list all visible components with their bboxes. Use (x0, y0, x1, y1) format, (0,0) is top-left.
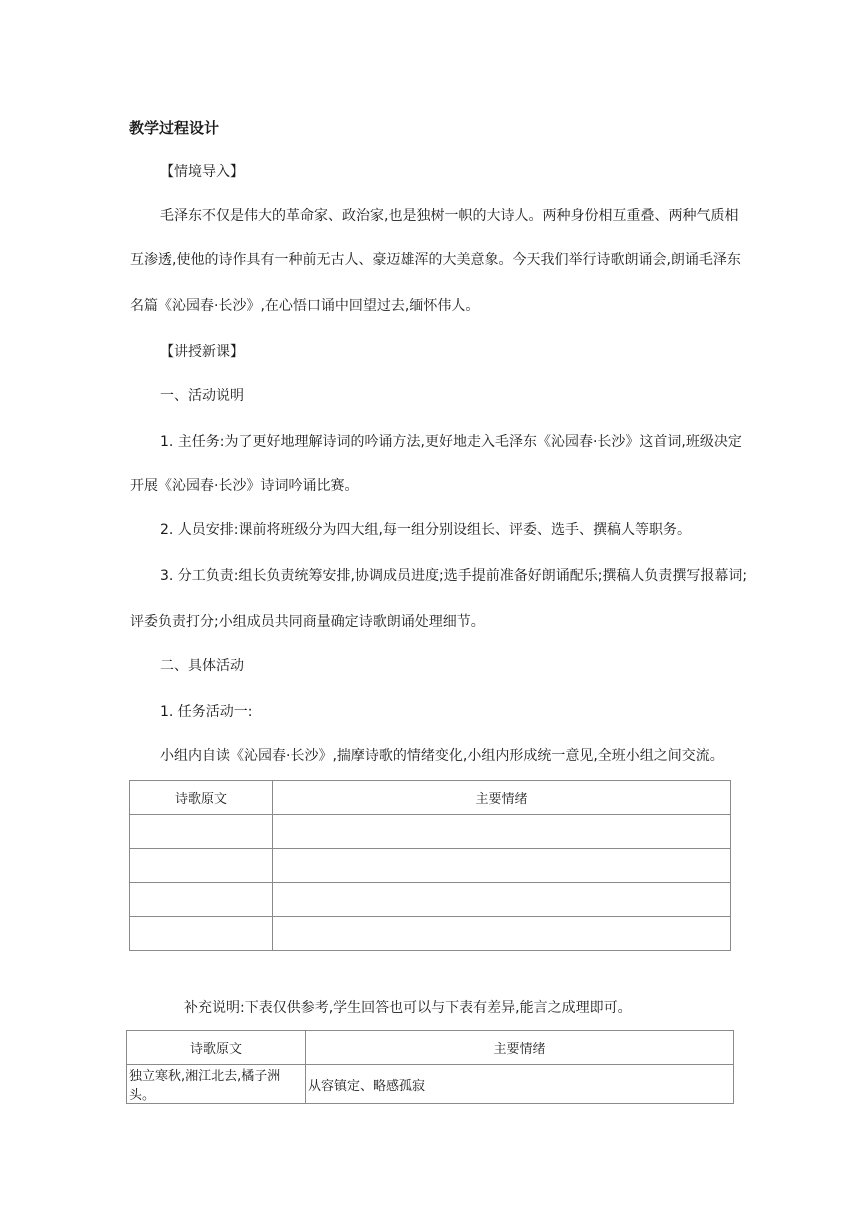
empty-cell (273, 849, 731, 883)
header-main-emotion: 主要情绪 (306, 1031, 734, 1065)
emotion-worksheet-table (129, 780, 731, 951)
item3-line-2: 评委负责打分;小组成员共同商量确定诗歌朗诵处理细节。 (130, 614, 485, 630)
empty-cell (273, 917, 731, 951)
poem-text-cell: 独立寒秋,湘江北去,橘子洲头。 (127, 1065, 306, 1104)
page-heading: 教学过程设计 (129, 119, 220, 137)
lesson-section-title: 【讲授新课】 (160, 344, 244, 360)
reference-emotion-table (126, 1030, 734, 1104)
item2-text: 2. 人员安排:课前将班级分为四大组,每一组分别设组长、评委、选手、撰稿人等职务。 (160, 522, 691, 538)
specific-activities-title: 二、具体活动 (160, 658, 244, 674)
table-header-row (127, 1031, 734, 1065)
empty-cell (273, 883, 731, 917)
item3-line-1: 3. 分工负责:组长负责统筹安排,协调成员进度;选手提前准备好朗诵配乐;撰稿人负责撰写报幕词; (160, 568, 748, 584)
empty-cell (130, 849, 273, 883)
item1-line-1: 1. 主任务:为了更好地理解诗词的吟诵方法,更好地走入毛泽东《沁园春·长沙》这首词,班级决定 (160, 434, 742, 450)
table-row (130, 883, 731, 917)
intro-line-2: 互渗透,使他的诗作具有一种前无古人、豪迈雄浑的大美意象。今天我们举行诗歌朗诵会,朗诵毛泽东 (130, 252, 741, 268)
task1-description: 小组内自读《沁园春·长沙》,揣摩诗歌的情绪变化,小组内形成统一意见,全班小组之间交流。 (160, 748, 724, 764)
task1-title: 1. 任务活动一: (160, 704, 253, 720)
empty-cell (130, 917, 273, 951)
activity-explanation-title: 一、活动说明 (160, 388, 244, 404)
supplement-note: 补充说明:下表仅供参考,学生回答也可以与下表有差异,能言之成理即可。 (184, 1000, 632, 1016)
table-header-row (130, 781, 731, 815)
emotion-cell: 从容镇定、略感孤寂 (306, 1065, 734, 1104)
intro-line-3: 名篇《沁园春·长沙》,在心悟口诵中回望过去,缅怀伟人。 (130, 298, 480, 314)
header-poem-text: 诗歌原文 (130, 781, 273, 815)
empty-cell (130, 815, 273, 849)
header-poem-text: 诗歌原文 (127, 1031, 306, 1065)
header-main-emotion: 主要情绪 (273, 781, 731, 815)
table-row (130, 849, 731, 883)
empty-cell (273, 815, 731, 849)
table-row (130, 917, 731, 951)
intro-section-title: 【情境导入】 (160, 164, 244, 180)
table-row (127, 1065, 734, 1104)
table-row (130, 815, 731, 849)
empty-cell (130, 883, 273, 917)
intro-line-1: 毛泽东不仅是伟大的革命家、政治家,也是独树一帜的大诗人。两种身份相互重叠、两种气质相 (160, 208, 739, 224)
item1-line-2: 开展《沁园春·长沙》诗词吟诵比赛。 (130, 478, 359, 494)
